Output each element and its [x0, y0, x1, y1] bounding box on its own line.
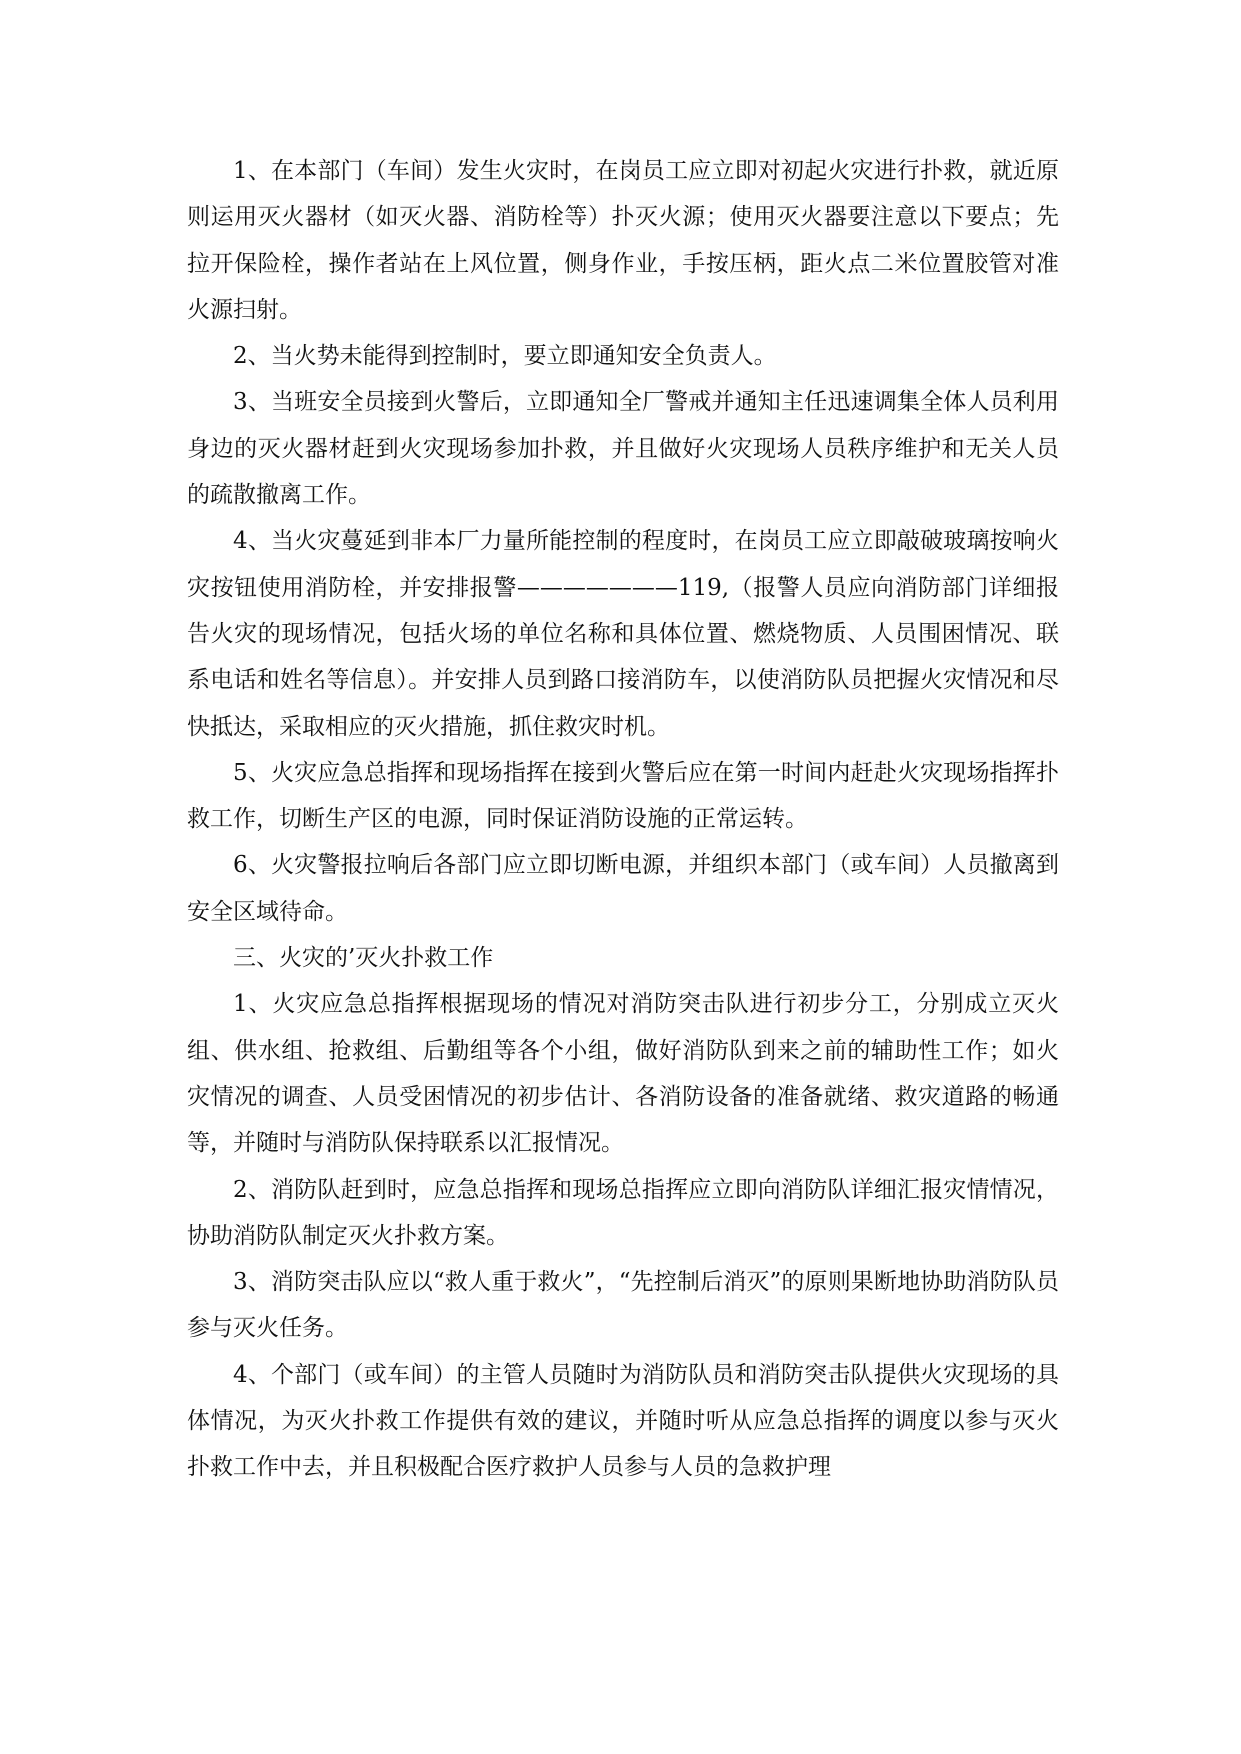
paragraph-evacuation: 6、火灾警报拉响后各部门应立即切断电源，并组织本部门（或车间）人员撤离到安全区域待命。: [187, 852, 1059, 925]
paragraph-notify-safety-lead: 2、当火势未能得到控制时，要立即通知安全负责人。: [233, 343, 777, 370]
paragraph-commander-on-site: 5、火灾应急总指挥和现场指挥在接到火警后应在第一时间内赶赴火灾现场指挥扑救工作，切断生产区的电源，同时保证消防设施的正常运转。: [187, 759, 1059, 833]
paragraph-assign-teams: 1、火灾应急总指挥根据现场的情况对消防突击队进行初步分工，分别成立灭火组、供水组、抢救组、后勤组等各个小组，做好消防队到来之前的辅助性工作；如火灾情况的调查、人员受困情况的初步估计、各消防设备的准备就绪、救灾道路的畅通等，并随时与消防队保持联系以汇报情况。: [187, 991, 1059, 1157]
paragraph-safety-officer-alarm: 3、当班安全员接到火警后，立即通知全厂警戒并通知主任迅速调集全体人员利用身边的灭火器材赶到火灾现场参加扑救，并且做好火灾现场人员秩序维护和无关人员的疏散撤离工作。: [187, 389, 1059, 509]
paragraph-department-supervisors: 4、个部门（或车间）的主管人员随时为消防队员和消防突击队提供火灾现场的具体情况，为灭火扑救工作提供有效的建议，并随时听从应急总指挥的调度以参与灭火扑救工作中去，并且积极配合医疗救护人员参与人员的急救护理: [187, 1361, 1059, 1481]
document-body: [187, 148, 1059, 1491]
section-heading-firefighting: 三、火灾的’灭火扑救工作: [233, 945, 494, 972]
paragraph-call-fire-department: 4、当火灾蔓延到非本厂力量所能控制的程度时，在岗员工应立即敲破玻璃按响火灾按钮使用消防栓，并安排报警———————119,（报警人员应向消防部门详细报告火灾的现场情况，包括火场的单位名称和具体位置、燃烧物质、人员围困情况、联系电话和姓名等信息）。并安排人员到路口接消防车，以使消防队员把握火灾情况和尽快抵达，采取相应的灭火措施，抓住救灾时机。: [187, 528, 1059, 740]
paragraph-brief-fire-brigade: 2、消防队赶到时，应急总指挥和现场总指挥应立即向消防队详细汇报灾情情况，协助消防队制定灭火扑救方案。: [187, 1176, 1059, 1249]
paragraph-rescue-principle: 3、消防突击队应以“救人重于救火”，“先控制后消灭”的原则果断地协助消防队员参与灭火任务。: [187, 1269, 1059, 1342]
paragraph-fire-initial-response: 1、在本部门（车间）发生火灾时，在岗员工应立即对初起火灾进行扑救，就近原则运用灭火器材（如灭火器、消防栓等）扑灭火源；使用灭火器要注意以下要点；先拉开保险栓，操作者站在上风位置，侧身作业，手按压柄，距火点二米位置胶管对准火源扫射。: [187, 158, 1059, 323]
